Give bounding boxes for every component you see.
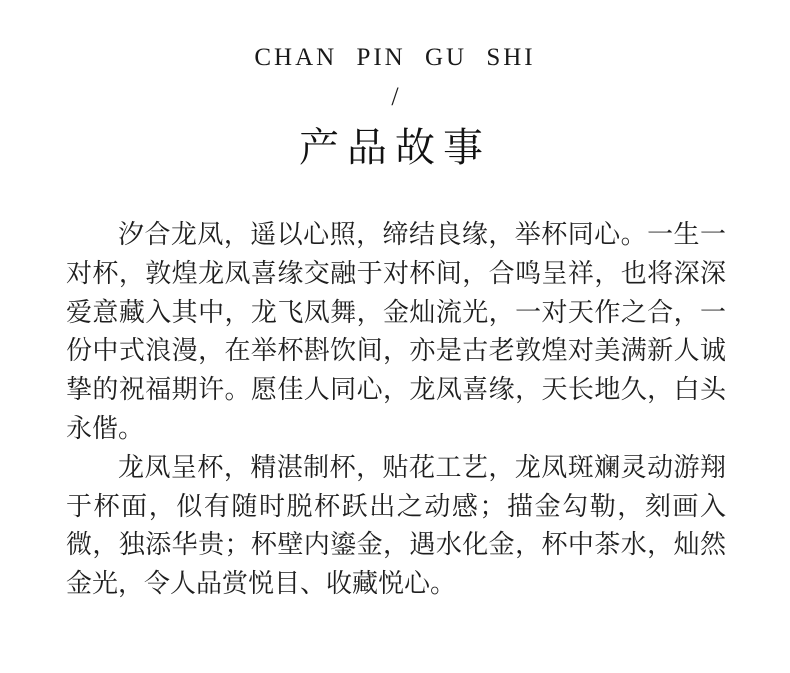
- story-paragraph-2: 龙凤呈杯，精湛制杯，贴花工艺，龙凤斑斓灵动游翔于杯面，似有随时脱杯跃出之动感；描金勾勒，刻画入微，独添华贵；杯壁内鎏金，遇水化金，杯中茶水，灿然金光，令人品赏悦目、收藏悦心。: [66, 452, 726, 600]
- pinyin-heading: CHAN PIN GU SHI: [254, 44, 536, 71]
- story-paragraph-1: 汐合龙凤，遥以心照，缔结良缘，举杯同心。一生一对杯，敦煌龙凤喜缘交融于对杯间，合鸣呈祥，也将深深爱意藏入其中，龙飞凤舞，金灿流光，一对天作之合，一份中式浪漫，在举杯斟饮间，亦是古老敦煌对美满新人诚挚的祝福期许。愿佳人同心，龙凤喜缘，天长地久，白头永偕。: [66, 220, 726, 444]
- heading-divider-slash: /: [391, 82, 399, 111]
- story-body: [66, 216, 726, 604]
- page-title: 产品故事: [299, 125, 491, 171]
